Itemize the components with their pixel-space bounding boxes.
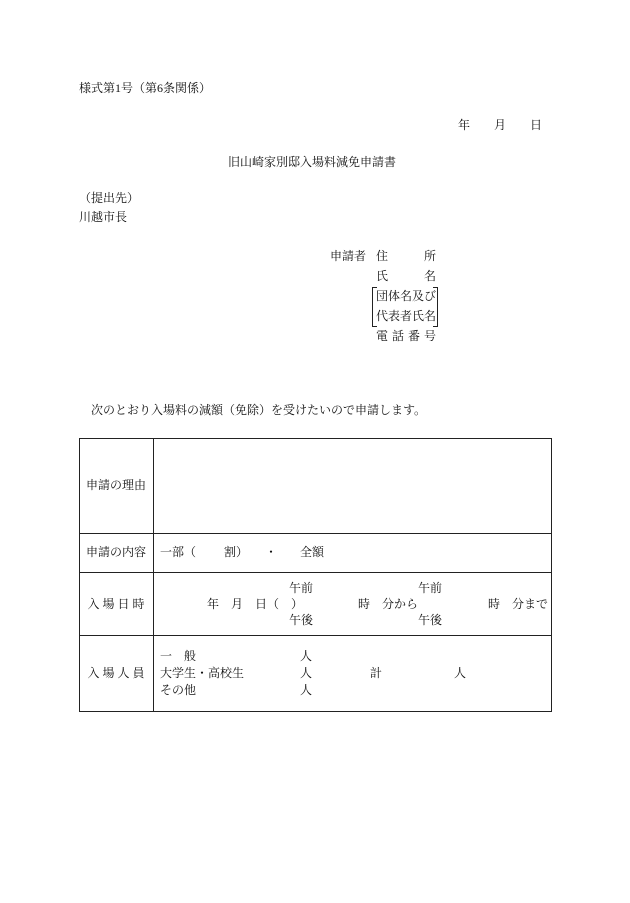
student-visitors-label: 大学生・高校生 (160, 666, 245, 680)
other-visitors-label: その他 (160, 683, 197, 697)
full-exemption-label: 全額 (300, 545, 325, 559)
visit-date-label: 年 月 日（ ） (207, 597, 304, 611)
partial-reduction-label: 一部（ (160, 545, 197, 559)
student-unit-label: 人 (300, 666, 313, 680)
general-visitors-label: 一 般 (160, 649, 197, 663)
name-label-first: 氏 (376, 269, 389, 283)
addressee-label: （提出先） (79, 191, 140, 205)
date-day-label: 日 (530, 118, 543, 132)
phone-label: 電 話 番 号 (376, 329, 437, 343)
reason-label: 申請の理由 (85, 478, 146, 492)
end-am-label: 午前 (418, 581, 443, 595)
total-unit-label: 人 (454, 666, 467, 680)
start-am-label: 午前 (289, 581, 314, 595)
table-border-bottom (79, 711, 552, 712)
address-label-first: 住 (376, 249, 389, 263)
visitors-label: 入 場 人 員 (87, 666, 145, 680)
datetime-label: 入 場 日 時 (87, 597, 145, 611)
table-row-divider (79, 533, 552, 534)
table-border-right (551, 438, 552, 712)
start-time-label: 時 分から (358, 597, 419, 611)
end-pm-label: 午後 (418, 613, 443, 627)
date-month-label: 月 (494, 118, 507, 132)
addressee-name: 川越市長 (79, 210, 128, 224)
table-row-divider (79, 635, 552, 636)
content-label: 申請の内容 (85, 545, 146, 559)
total-label: 計 (370, 666, 383, 680)
end-time-label: 時 分まで (488, 597, 549, 611)
ratio-unit-label: 割） (224, 545, 249, 559)
table-row-divider (79, 572, 552, 573)
applicant-label: 申請者 (330, 249, 367, 263)
other-unit-label: 人 (300, 683, 313, 697)
form-number: 様式第1号（第6条関係） (79, 81, 212, 95)
table-column-divider (153, 438, 154, 712)
start-pm-label: 午後 (289, 613, 314, 627)
address-label-last: 所 (424, 249, 437, 263)
representative-name-label: 代表者氏名 (376, 309, 437, 323)
name-label-last: 名 (424, 269, 437, 283)
option-separator: ・ (265, 545, 278, 559)
general-unit-label: 人 (300, 649, 313, 663)
date-year-label: 年 (458, 118, 471, 132)
org-name-label: 団体名及び (376, 289, 437, 303)
request-statement: 次のとおり入場料の減額（免除）を受けたいので申請します。 (91, 403, 427, 417)
form-title: 旧山崎家別邸入場料減免申請書 (227, 155, 396, 169)
table-border-top (79, 438, 552, 439)
